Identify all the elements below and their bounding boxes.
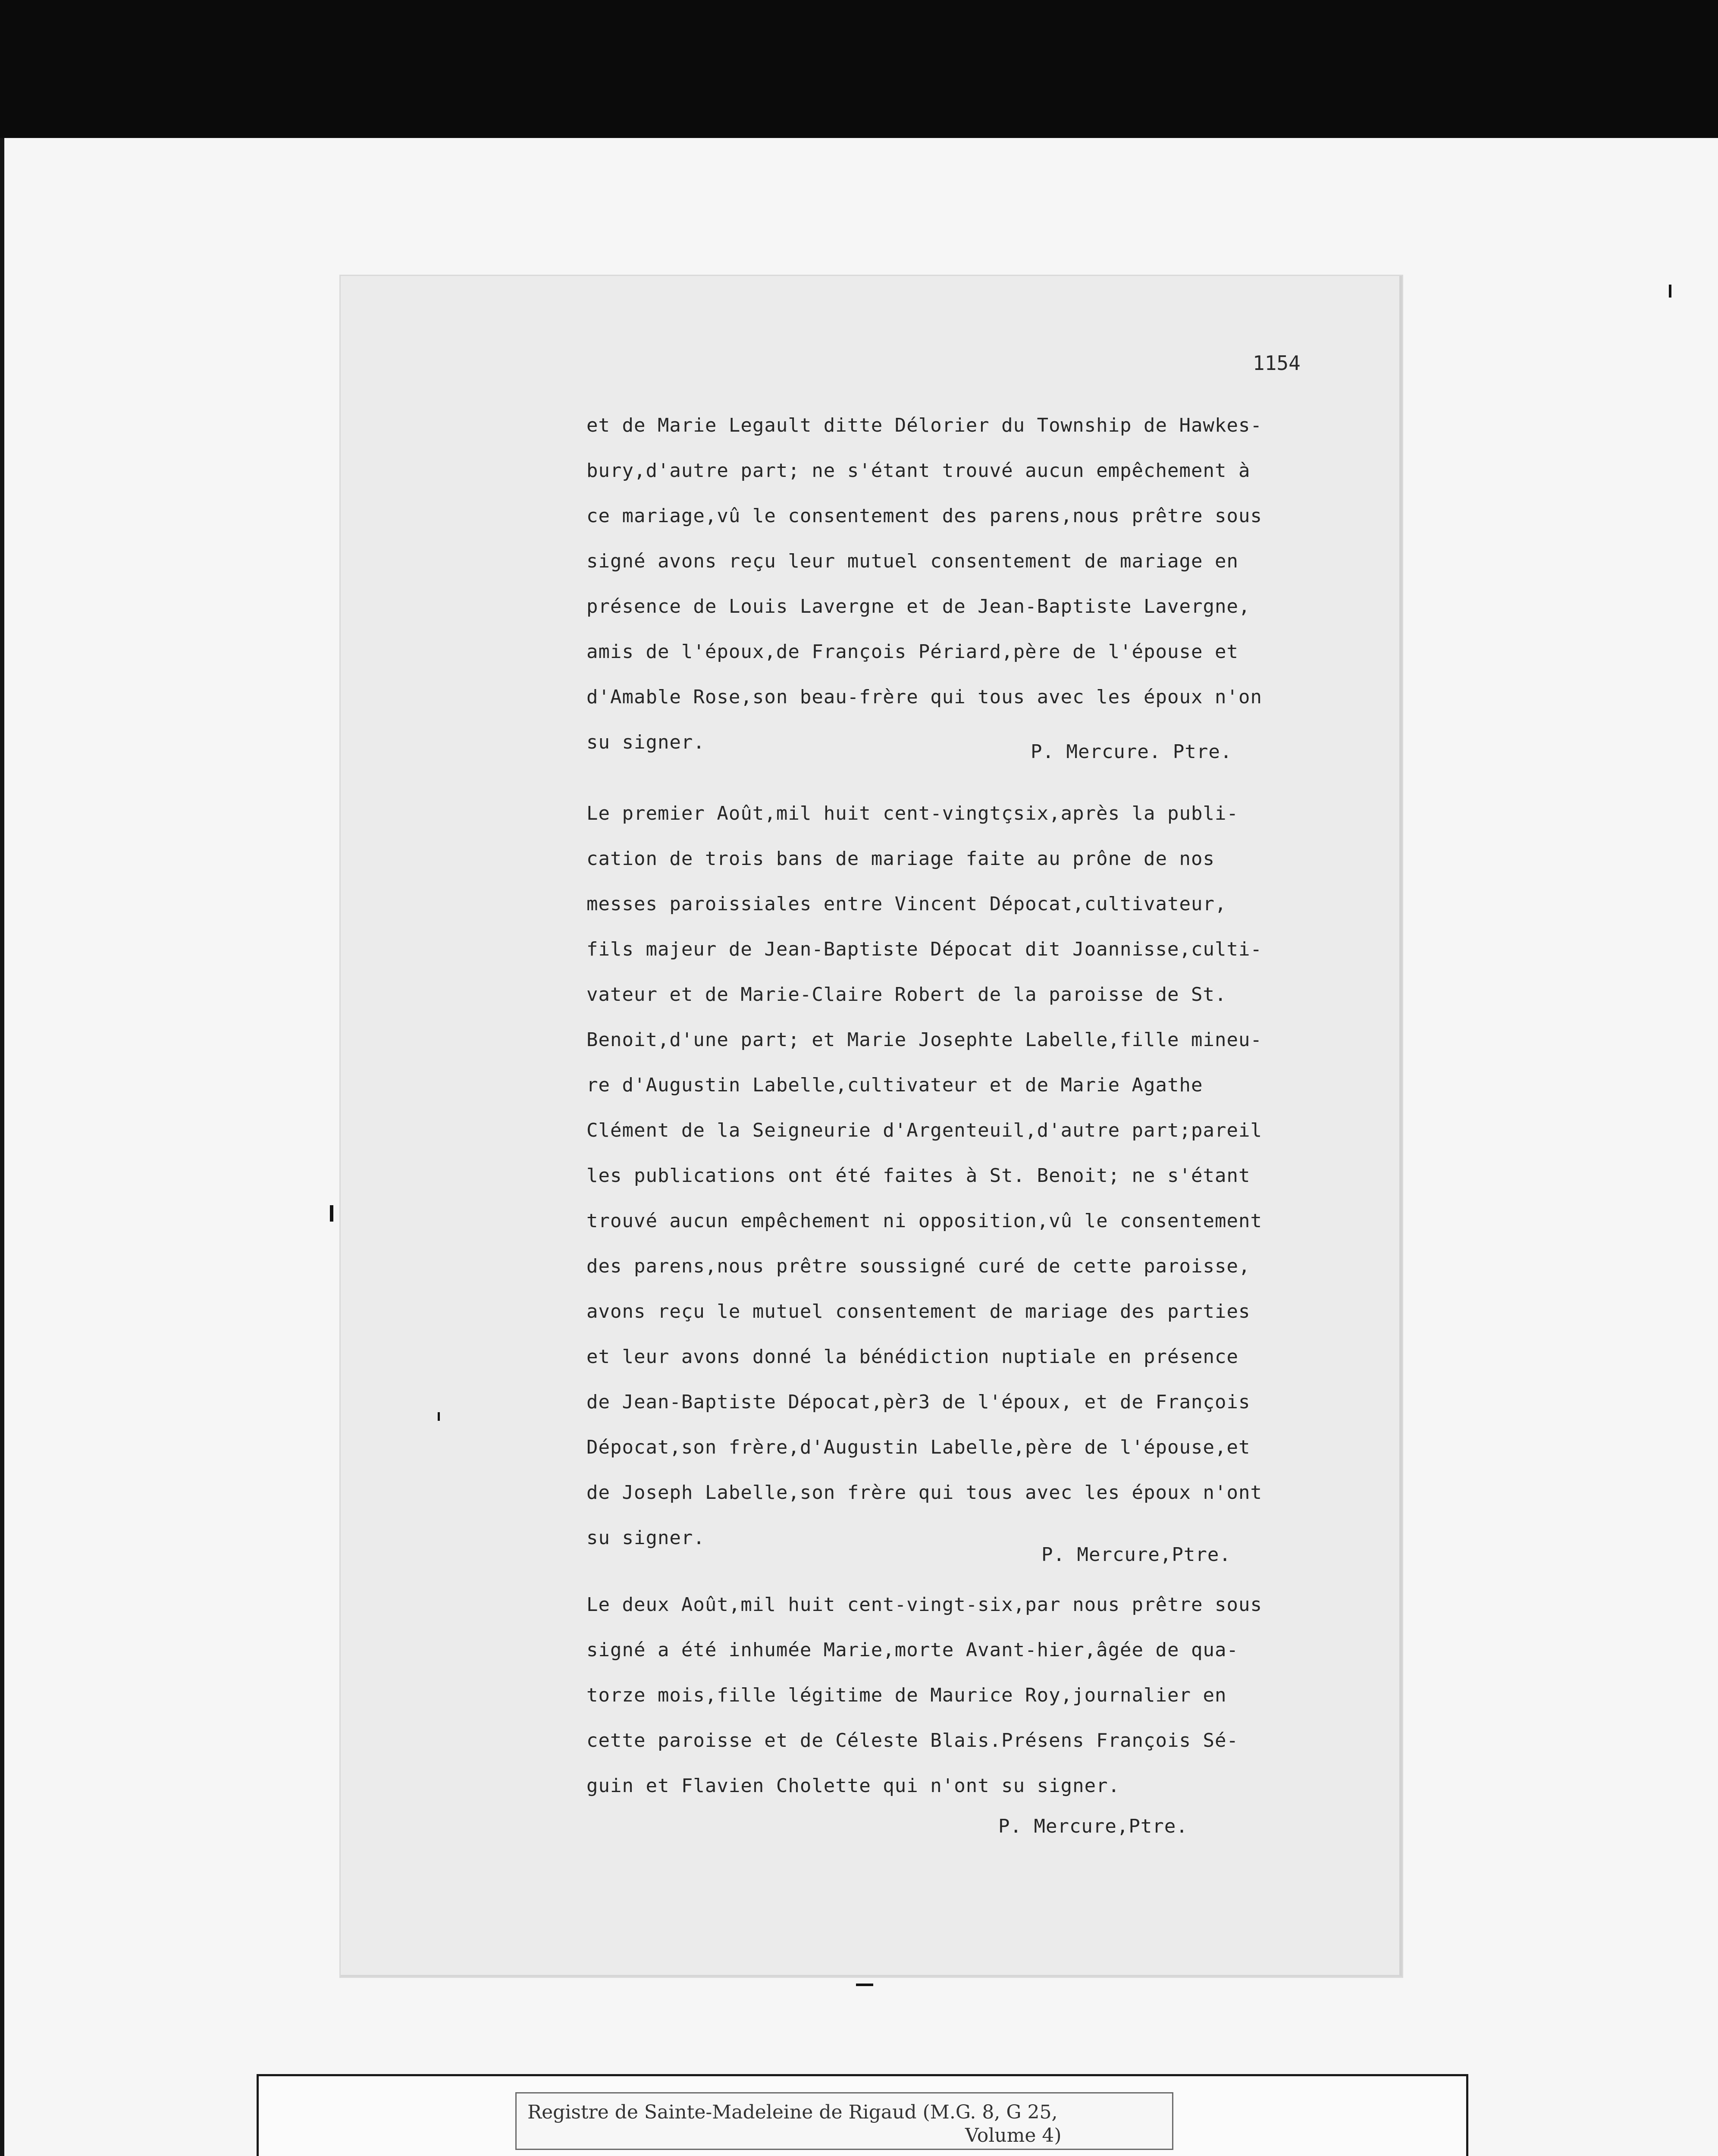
entry-line: de Joseph Labelle,son frère qui tous avec les époux n'ont (586, 1482, 1262, 1504)
margin-tick (330, 1205, 333, 1222)
entry-line: Benoit,d'une part; et Marie Josephte Labelle,fille mineu- (586, 1029, 1262, 1051)
entry-line: signé a été inhumée Marie,morte Avant-hier,âgée de qua- (586, 1639, 1238, 1661)
entry-line: messes paroissiales entre Vincent Dépocat,cultivateur, (586, 893, 1227, 915)
entry-line: avons reçu le mutuel consentement de mariage des parties (586, 1300, 1251, 1322)
archives-label-card (257, 2074, 1468, 2156)
entry-line: présence de Louis Lavergne et de Jean-Baptiste Lavergne, (586, 595, 1251, 617)
entry-line: des parens,nous prêtre soussigné curé de cette paroisse, (586, 1255, 1251, 1277)
entry-line: su signer. (586, 1527, 705, 1549)
priest-signature: P. Mercure,Ptre. (998, 1815, 1188, 1837)
entry-line: cette paroisse et de Céleste Blais.Présens François Sé- (586, 1730, 1238, 1752)
entry-line: de Jean-Baptiste Dépocat,pèr3 de l'époux, et de François (586, 1391, 1251, 1413)
priest-signature: P. Mercure,Ptre. (1041, 1544, 1231, 1566)
entry-line: fils majeur de Jean-Baptiste Dépocat dit Joannisse,culti- (586, 938, 1262, 960)
entry-line: Le deux Août,mil huit cent-vingt-six,par nous prêtre sous (586, 1594, 1262, 1616)
entry-line: re d'Augustin Labelle,cultivateur et de Marie Agathe (586, 1074, 1203, 1096)
entry-line: d'Amable Rose,son beau-frère qui tous avec les époux n'on (586, 686, 1262, 708)
entry-line: guin et Flavien Cholette qui n'ont su signer. (586, 1775, 1120, 1797)
entry-line: Clément de la Seigneurie d'Argenteuil,d'autre part;pareil (586, 1119, 1262, 1141)
reference-line-1: Registre de Sainte-Madeleine de Rigaud (M.G. 8, G 25, (527, 2101, 1058, 2123)
reference-line-2: Volume 4) (965, 2125, 1062, 2147)
entry-line: et de Marie Legault ditte Délorier du Township de Hawkes- (586, 414, 1262, 436)
margin-tick (438, 1412, 440, 1421)
register-page (341, 276, 1402, 1977)
entry-line: Le premier Août,mil huit cent-vingtçsix,après la publi- (586, 802, 1238, 824)
margin-tick (856, 1984, 873, 1986)
entry-line: torze mois,fille légitime de Maurice Roy,journalier en (586, 1684, 1227, 1706)
reference-slip (515, 2092, 1173, 2150)
entry-line: et leur avons donné la bénédiction nuptiale en présence (586, 1346, 1238, 1368)
entry-line: les publications ont été faites à St. Benoit; ne s'étant (586, 1165, 1251, 1187)
entry-line: bury,d'autre part; ne s'étant trouvé aucun empêchement à (586, 460, 1251, 482)
entry-line: amis de l'époux,de François Périard,père de l'épouse et (586, 641, 1238, 663)
priest-signature: P. Mercure. Ptre. (1031, 741, 1232, 763)
entry-line: signé avons reçu leur mutuel consentement de mariage en (586, 550, 1238, 572)
entry-line: cation de trois bans de mariage faite au prône de nos (586, 848, 1215, 870)
entry-line: trouvé aucun empêchement ni opposition,vû le consentement (586, 1210, 1262, 1232)
entry-line: Dépocat,son frère,d'Augustin Labelle,père de l'épouse,et (586, 1436, 1251, 1458)
microfilm-top-border (0, 0, 1718, 138)
entry-line: ce mariage,vû le consentement des parens,nous prêtre sous (586, 505, 1262, 527)
page-number: 1154 (1253, 351, 1301, 375)
margin-tick (1669, 285, 1671, 298)
entry-line: vateur et de Marie-Claire Robert de la paroisse de St. (586, 984, 1227, 1006)
entry-line: su signer. (586, 731, 705, 753)
